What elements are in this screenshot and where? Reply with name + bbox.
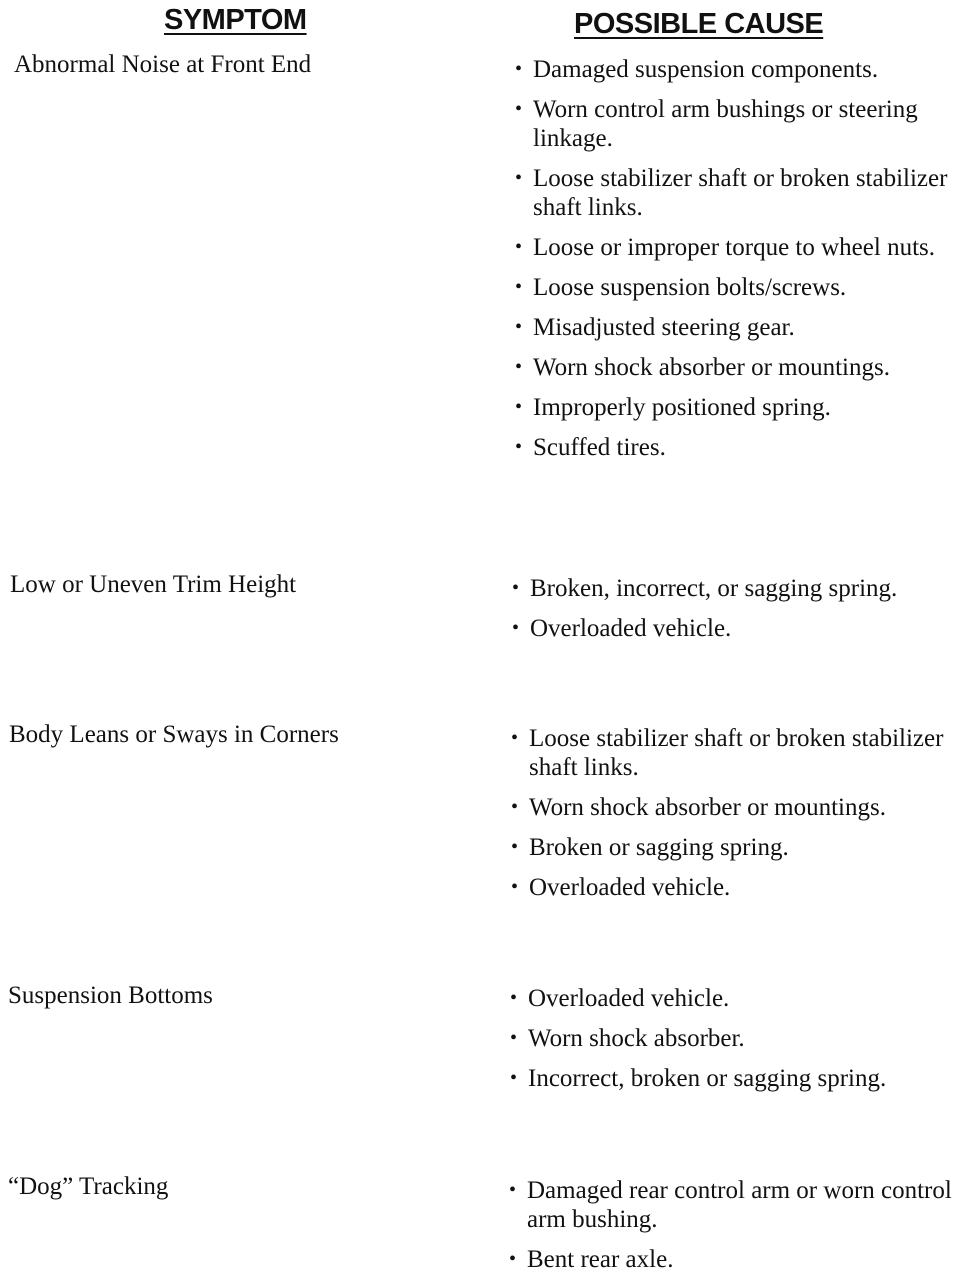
- cause-item: • Improperly positioned spring.: [515, 394, 831, 421]
- bullet-icon: •: [511, 876, 519, 898]
- bullet-icon: •: [510, 1067, 518, 1089]
- bullet-icon: •: [509, 1179, 517, 1201]
- cause-item: • Damaged rear control arm or worn control arm bushing.: [509, 1177, 952, 1233]
- bullet-icon: •: [511, 796, 519, 818]
- bullet-icon: •: [515, 236, 523, 258]
- bullet-icon: •: [510, 987, 518, 1009]
- cause-item: • Overloaded vehicle.: [511, 874, 731, 901]
- cause-column-header: POSSIBLE CAUSE: [574, 8, 824, 40]
- bullet-icon: •: [515, 436, 523, 458]
- cause-item: • Broken or sagging spring.: [511, 834, 789, 861]
- bullet-icon: •: [515, 356, 523, 378]
- bullet-icon: •: [515, 276, 523, 298]
- bullet-icon: •: [515, 316, 523, 338]
- bullet-icon: •: [515, 167, 523, 189]
- bullet-icon: •: [515, 98, 523, 120]
- cause-item: • Loose suspension bolts/screws.: [515, 274, 847, 301]
- bullet-icon: •: [511, 836, 519, 858]
- symptom-text: Body Leans or Sways in Corners: [9, 721, 339, 748]
- cause-list: [509, 984, 959, 1104]
- symptom-text: Abnormal Noise at Front End: [14, 51, 312, 78]
- bullet-icon: •: [509, 1248, 517, 1270]
- bullet-icon: •: [515, 396, 523, 418]
- cause-item: • Overloaded vehicle.: [510, 985, 730, 1012]
- cause-list: [508, 1176, 958, 1285]
- cause-item: • Broken, incorrect, or sagging spring.: [512, 575, 898, 602]
- cause-item: • Loose or improper torque to wheel nuts.: [515, 234, 935, 261]
- cause-item: • Worn shock absorber or mountings.: [511, 794, 886, 821]
- bullet-icon: •: [510, 1027, 518, 1049]
- bullet-icon: •: [515, 58, 523, 80]
- symptom-column-header: SYMPTOM: [164, 4, 307, 36]
- symptom-text: Low or Uneven Trim Height: [10, 571, 297, 598]
- cause-list: [510, 724, 960, 913]
- bullet-icon: •: [511, 727, 519, 749]
- symptom-text: Suspension Bottoms: [8, 982, 213, 1009]
- cause-item: • Loose stabilizer shaft or broken stabilizer shaft links.: [515, 165, 948, 221]
- cause-item: • Scuffed tires.: [515, 434, 666, 461]
- cause-item: • Damaged suspension components.: [515, 56, 879, 83]
- cause-list: [514, 55, 964, 473]
- cause-list: [511, 574, 961, 654]
- cause-item: • Bent rear axle.: [509, 1246, 674, 1273]
- bullet-icon: •: [512, 577, 520, 599]
- cause-item: • Worn shock absorber or mountings.: [515, 354, 890, 381]
- symptom-text: “Dog” Tracking: [8, 1173, 169, 1200]
- cause-item: • Worn control arm bushings or steering linkage.: [515, 96, 918, 152]
- cause-item: • Overloaded vehicle.: [512, 615, 732, 642]
- bullet-icon: •: [512, 617, 520, 639]
- cause-item: • Incorrect, broken or sagging spring.: [510, 1065, 887, 1092]
- cause-item: • Worn shock absorber.: [510, 1025, 745, 1052]
- cause-item: • Misadjusted steering gear.: [515, 314, 795, 341]
- cause-item: • Loose stabilizer shaft or broken stabilizer shaft links.: [511, 725, 944, 781]
